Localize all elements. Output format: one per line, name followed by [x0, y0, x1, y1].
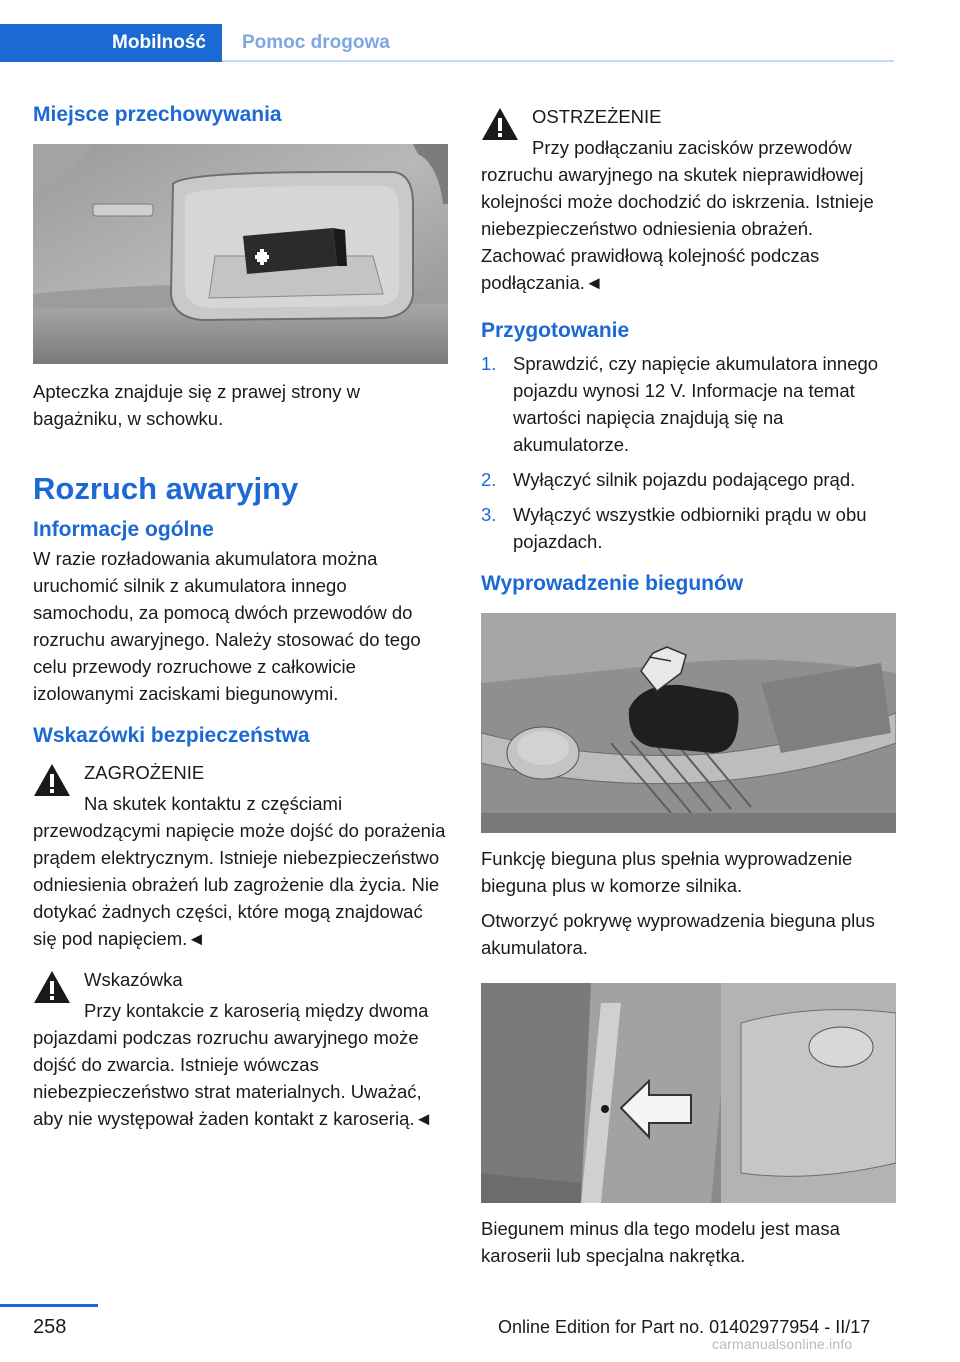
danger-title: ZAGROŻENIE — [84, 762, 205, 783]
warning-title: OSTRZEŻENIE — [532, 106, 662, 127]
step-text: Wyłączyć silnik pojazdu podającego prąd. — [513, 469, 856, 490]
prep-heading: Przygotowanie — [481, 319, 630, 342]
storage-heading: Miejsce przechowywania — [33, 103, 282, 126]
edition-line: Online Edition for Part no. 01402977954 - II/17 — [498, 1317, 871, 1337]
header-divider — [222, 60, 894, 62]
engine-bay-minus-illustration — [481, 983, 896, 1203]
plus-terminal-photo — [481, 613, 896, 833]
list-item — [481, 466, 896, 493]
warning-triangle-icon — [481, 107, 519, 141]
step-number: 3. — [481, 504, 497, 525]
plus-text: Funkcję bieguna plus spełnia wyprowadzenie bieguna plus w komorze silnika. — [481, 848, 853, 896]
storage-text: Apteczka znajduje się z prawej strony w bagażniku, w schowku. — [33, 381, 360, 429]
general-heading: Informacje ogólne — [33, 518, 214, 541]
watermark: carmanualsonline.info — [712, 1336, 853, 1352]
list-item — [481, 501, 896, 555]
warning-triangle-icon — [33, 763, 71, 797]
hint-notice — [33, 966, 448, 1132]
warning-notice — [481, 103, 896, 296]
warning-text: Przy podłączaniu zacisków przewodów rozruchu awaryjnego na skutek nieprawidłowej kolejności może dochodzić do iskrzenia. Istnieje niebezpieczeństwo odniesienia obrażeń. Zachować prawidłową kolejność podczas podłączania.◄ — [481, 137, 874, 293]
tab-pomoc-drogowa[interactable]: Pomoc drogowa — [242, 32, 390, 53]
terminals-heading: Wyprowadzenie biegunów — [481, 572, 744, 595]
warning-triangle-icon — [33, 970, 71, 1004]
right-column — [481, 100, 896, 1269]
step-text: Wyłączyć wszystkie odbiorniki prądu w obu pojazdach. — [513, 504, 867, 552]
left-column — [33, 100, 448, 1132]
danger-text: Na skutek kontaktu z częściami przewodzącymi napięcie może dojść do porażenia prądem elektrycznym. Istnieje niebezpieczeństwo odniesienia obrażeń lub zagrożenie dla życia. Nie dotykać żadnych części, które mogą znajdować się pod napięciem.◄ — [33, 793, 446, 949]
header-tabs — [0, 24, 894, 62]
cover-text: Otworzyć pokrywę wyprowadzenia bieguna plus akumulatora. — [481, 910, 875, 958]
step-text: Sprawdzić, czy napięcie akumulatora innego pojazdu wynosi 12 V. Informacje na temat wartości napięcia znajdują się na akumulatorze. — [513, 353, 879, 455]
trunk-storage-illustration — [33, 144, 448, 364]
footer-rule — [0, 1304, 98, 1307]
page-number: 258 — [33, 1316, 67, 1338]
safety-heading: Wskazówki bezpieczeństwa — [33, 724, 310, 747]
minus-terminal-photo — [481, 983, 896, 1203]
list-item — [481, 350, 896, 458]
tab-mobilnosc[interactable]: Mobilność — [0, 24, 222, 62]
step-number: 2. — [481, 469, 497, 490]
trunk-storage-photo — [33, 144, 448, 364]
hint-title: Wskazówka — [84, 969, 183, 990]
engine-bay-plus-illustration — [481, 613, 896, 833]
minus-text: Biegunem minus dla tego modelu jest masa karoserii lub specjalna nakrętka. — [481, 1218, 840, 1266]
general-text: W razie rozładowania akumulatora można uruchomić silnik z akumulatora innego samochodu, za pomocą dwóch przewodów do rozruchu awaryjnego. Należy stosować do tego celu przewody rozruchowe z całkowicie izolowanymi zaciskami biegunowymi. — [33, 548, 421, 704]
step-number: 1. — [481, 353, 497, 374]
chapter-title: Rozruch awaryjny — [33, 471, 299, 506]
danger-notice — [33, 759, 448, 952]
hint-text: Przy kontakcie z karoserią między dwoma pojazdami podczas rozruchu awaryjnego może dojść do zwarcia. Istnieje wówczas niebezpieczeństwo strat materialnych. Uważać, aby nie występował żaden kontakt z karoserią.◄ — [33, 1000, 433, 1129]
prep-steps — [481, 350, 896, 555]
